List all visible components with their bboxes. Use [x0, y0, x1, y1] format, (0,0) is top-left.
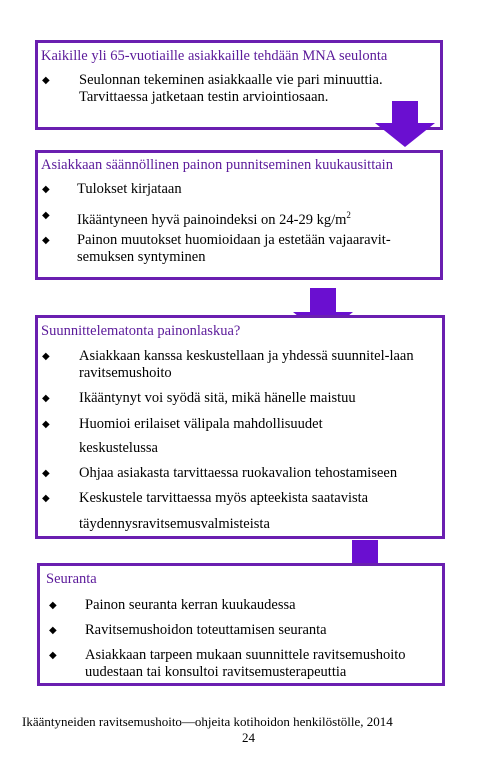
bullet-icon: ◆: [42, 210, 50, 221]
box-mna-item-1: Seulonnan tekeminen asiakkaalle vie pari minuuttia. Tarvittaessa jatketaan testin arviointiosaan.: [79, 72, 383, 105]
bullet-icon: ◆: [49, 625, 57, 636]
bullet-icon: ◆: [49, 650, 57, 661]
box-weight-loss-item-3-cont: keskustelussa: [79, 440, 158, 456]
footer-source: Ikääntyneiden ravitsemushoito—ohjeita kotihoidon henkilöstölle, 2014: [22, 714, 393, 729]
box-weight-title: Asiakkaan säännöllinen painon punnitseminen kuukausittain: [41, 157, 393, 173]
down-arrow-icon: [375, 101, 435, 147]
bullet-icon: ◆: [42, 184, 50, 195]
box-weight-item-3: Painon muutokset huomioidaan ja estetään vajaaravit-semuksen syntyminen: [77, 232, 391, 265]
bullet-icon: ◆: [42, 493, 50, 504]
box-weight-loss-item-5: Keskustele tarvittaessa myös apteekista saatavista: [79, 490, 369, 506]
box-weight-loss-item-2: Ikääntynyt voi syödä sitä, mikä hänelle maistuu: [79, 390, 356, 406]
bmi-text: Ikääntyneen hyvä painoindeksi on 24-29 kg/m: [77, 211, 347, 228]
box-weight-loss-item-3: Huomioi erilaiset välipala mahdollisuudet: [79, 416, 323, 432]
bullet-icon: ◆: [42, 75, 50, 86]
box-weight-loss-item-1: Asiakkaan kanssa keskustellaan ja yhdessä suunnitel-laan ravitsemushoito: [79, 348, 414, 381]
bullet-icon: ◆: [42, 419, 50, 430]
box-follow-up-item-3: Asiakkaan tarpeen mukaan suunnittele ravitsemushoito uudestaan tai konsultoi ravitsemusterapeuttia: [85, 647, 406, 680]
box-weight-loss-item-5-cont: täydennysravitsemusvalmisteista: [79, 516, 270, 532]
bullet-icon: ◆: [42, 393, 50, 404]
box-follow-up: [37, 563, 445, 686]
box-mna-title: Kaikille yli 65-vuotiaille asiakkaille tehdään MNA seulonta: [41, 48, 388, 64]
box-weight-item-2: [77, 207, 433, 229]
box-weight-monitoring: [35, 150, 443, 280]
box-weight-loss: [35, 315, 445, 539]
bmi-superscript: 2: [346, 210, 351, 220]
box-weight-item-1: Tulokset kirjataan: [77, 181, 182, 197]
box-follow-up-title: Seuranta: [46, 571, 97, 587]
box-follow-up-item-2: Ravitsemushoidon toteuttamisen seuranta: [85, 622, 327, 638]
box-weight-loss-item-4: Ohjaa asiakasta tarvittaessa ruokavalion tehostamiseen: [79, 465, 398, 481]
bullet-icon: ◆: [42, 235, 50, 246]
box-follow-up-item-1: Painon seuranta kerran kuukaudessa: [85, 597, 296, 613]
bullet-icon: ◆: [42, 351, 50, 362]
footer-page-number: 24: [242, 730, 255, 745]
box-weight-loss-title: Suunnittelematonta painonlaskua?: [41, 323, 241, 339]
bullet-icon: ◆: [49, 600, 57, 611]
bullet-icon: ◆: [42, 468, 50, 479]
